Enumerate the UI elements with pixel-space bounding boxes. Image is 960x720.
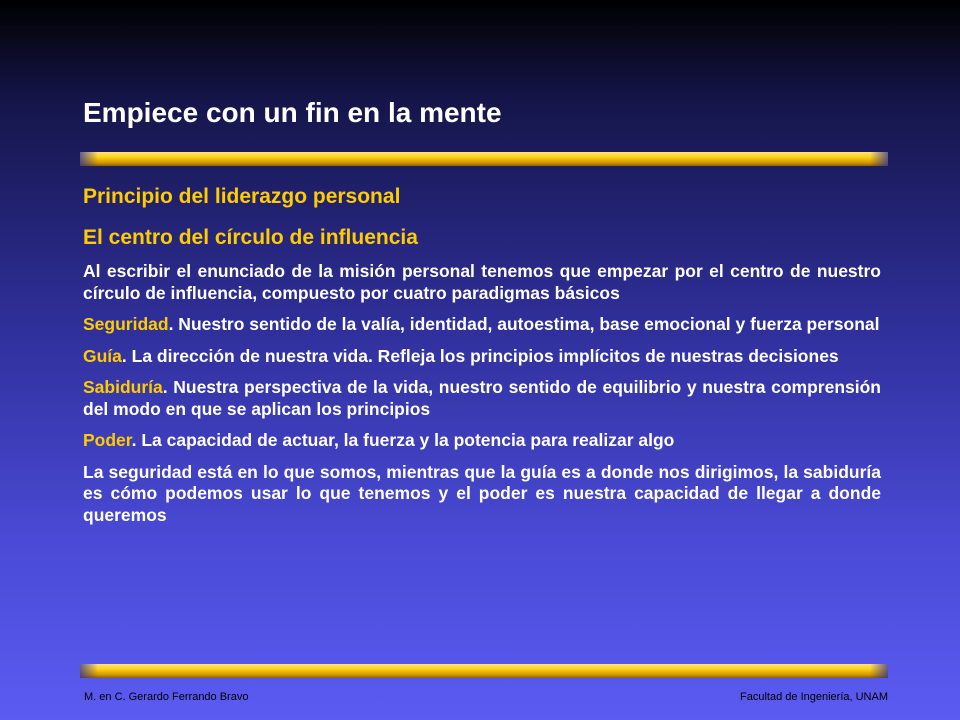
item-text: . Nuestra perspectiva de la vida, nuestro sentido de equilibrio y nuestra comprensión del modo en que se aplican los principios <box>83 377 881 419</box>
intro-paragraph: Al escribir el enunciado de la misión personal tenemos que empezar por el centro de nuestro círculo de influencia, compuesto por cuatro paradigmas básicos <box>83 261 881 303</box>
conclusion-paragraph: La seguridad está en lo que somos, mientras que la guía es a donde nos dirigimos, la sabiduría es cómo podemos usar lo que tenemos y el poder es nuestra capacidad de llegar a donde queremos <box>83 461 881 525</box>
heading-center: El centro del círculo de influencia <box>83 226 418 249</box>
item-poder <box>83 430 881 452</box>
item-seguridad <box>83 314 881 336</box>
item-term: Poder <box>83 430 132 450</box>
item-guia <box>83 346 881 368</box>
slide-title: Empiece con un fin en la mente <box>83 97 502 128</box>
footer-institution: Facultad de Ingeniería, UNAM <box>740 691 888 703</box>
item-term: Guía <box>83 345 122 366</box>
item-text: . La capacidad de actuar, la fuerza y la potencia para realizar algo <box>131 430 675 450</box>
footer-author: M. en C. Gerardo Ferrando Bravo <box>84 691 249 703</box>
top-divider-bar <box>80 152 888 166</box>
item-text: . Nuestro sentido de la valía, identidad, autoestima, base emocional y fuerza personal <box>168 314 880 334</box>
item-text: . La dirección de nuestra vida. Refleja los principios implícitos de nuestras decisiones <box>121 345 839 366</box>
item-term: Seguridad <box>83 314 169 334</box>
heading-principle: Principio del liderazgo personal <box>83 185 401 208</box>
slide-content <box>83 184 881 536</box>
bottom-divider-bar <box>80 664 888 678</box>
item-term: Sabiduría <box>83 377 163 397</box>
item-sabiduria <box>83 377 881 420</box>
